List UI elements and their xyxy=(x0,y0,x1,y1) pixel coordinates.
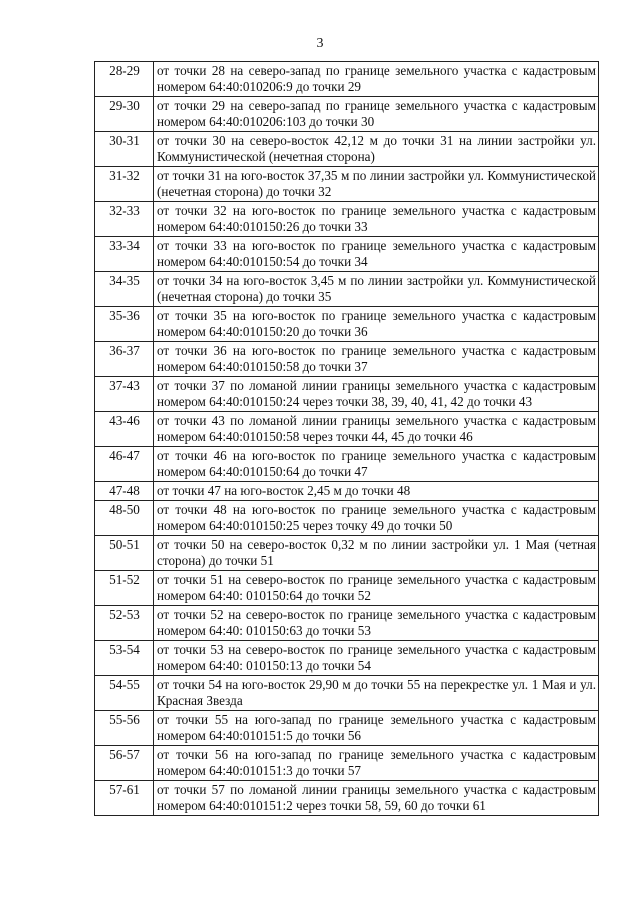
description-cell: от точки 56 на юго-запад по границе земельного участка с кадастровым номером 64:40:010151:3 до точки 57 xyxy=(154,746,599,781)
segment-cell: 46-47 xyxy=(95,447,154,482)
table-row xyxy=(95,606,599,641)
table-row xyxy=(95,62,599,97)
segment-cell: 52-53 xyxy=(95,606,154,641)
segment-cell: 29-30 xyxy=(95,97,154,132)
segment-cell: 50-51 xyxy=(95,536,154,571)
table-row xyxy=(95,447,599,482)
table-row xyxy=(95,237,599,272)
segment-cell: 37-43 xyxy=(95,377,154,412)
table-row xyxy=(95,307,599,342)
segment-cell: 48-50 xyxy=(95,501,154,536)
description-cell: от точки 43 по ломаной линии границы земельного участка с кадастровым номером 64:40:010150:58 через точки 44, 45 до точки 46 xyxy=(154,412,599,447)
description-cell: от точки 46 на юго-восток по границе земельного участка с кадастровым номером 64:40:010150:64 до точки 47 xyxy=(154,447,599,482)
description-cell: от точки 53 на северо-восток по границе земельного участка с кадастровым номером 64:40: 010150:13 до точки 54 xyxy=(154,641,599,676)
segment-cell: 33-34 xyxy=(95,237,154,272)
segment-cell: 43-46 xyxy=(95,412,154,447)
segment-cell: 30-31 xyxy=(95,132,154,167)
description-cell: от точки 36 на юго-восток по границе земельного участка с кадастровым номером 64:40:010150:58 до точки 37 xyxy=(154,342,599,377)
boundary-description-table xyxy=(94,61,599,816)
table-row xyxy=(95,711,599,746)
table-row xyxy=(95,536,599,571)
segment-cell: 47-48 xyxy=(95,482,154,501)
description-cell: от точки 33 на юго-восток по границе земельного участка с кадастровым номером 64:40:010150:54 до точки 34 xyxy=(154,237,599,272)
table-row xyxy=(95,272,599,307)
description-cell: от точки 34 на юго-восток 3,45 м по линии застройки ул. Коммунистической (нечетная сторона) до точки 35 xyxy=(154,272,599,307)
table-row xyxy=(95,676,599,711)
table-row xyxy=(95,97,599,132)
segment-cell: 55-56 xyxy=(95,711,154,746)
description-cell: от точки 52 на северо-восток по границе земельного участка с кадастровым номером 64:40: 010150:63 до точки 53 xyxy=(154,606,599,641)
description-cell: от точки 51 на северо-восток по границе земельного участка с кадастровым номером 64:40: 010150:64 до точки 52 xyxy=(154,571,599,606)
table-row xyxy=(95,746,599,781)
segment-cell: 32-33 xyxy=(95,202,154,237)
segment-cell: 51-52 xyxy=(95,571,154,606)
table-row xyxy=(95,132,599,167)
table-row xyxy=(95,571,599,606)
segment-cell: 28-29 xyxy=(95,62,154,97)
table-row xyxy=(95,377,599,412)
segment-cell: 53-54 xyxy=(95,641,154,676)
table-row xyxy=(95,342,599,377)
segment-cell: 54-55 xyxy=(95,676,154,711)
segment-cell: 56-57 xyxy=(95,746,154,781)
table-row xyxy=(95,641,599,676)
description-cell: от точки 57 по ломаной линии границы земельного участка с кадастровым номером 64:40:010151:2 через точки 58, 59, 60 до точки 61 xyxy=(154,781,599,816)
description-cell: от точки 31 на юго-восток 37,35 м по линии застройки ул. Коммунистической (нечетная сторона) до точки 32 xyxy=(154,167,599,202)
description-cell: от точки 35 на юго-восток по границе земельного участка с кадастровым номером 64:40:010150:20 до точки 36 xyxy=(154,307,599,342)
description-cell: от точки 30 на северо-восток 42,12 м до точки 31 на линии застройки ул. Коммунистической (нечетная сторона) xyxy=(154,132,599,167)
segment-cell: 35-36 xyxy=(95,307,154,342)
table-row xyxy=(95,167,599,202)
description-cell: от точки 50 на северо-восток 0,32 м по линии застройки ул. 1 Мая (четная сторона) до точки 51 xyxy=(154,536,599,571)
segment-cell: 31-32 xyxy=(95,167,154,202)
description-cell: от точки 29 на северо-запад по границе земельного участка с кадастровым номером 64:40:010206:103 до точки 30 xyxy=(154,97,599,132)
description-cell: от точки 28 на северо-запад по границе земельного участка с кадастровым номером 64:40:010206:9 до точки 29 xyxy=(154,62,599,97)
segment-cell: 36-37 xyxy=(95,342,154,377)
description-cell: от точки 48 на юго-восток по границе земельного участка с кадастровым номером 64:40:010150:25 через точку 49 до точки 50 xyxy=(154,501,599,536)
description-cell: от точки 37 по ломаной линии границы земельного участка с кадастровым номером 64:40:010150:24 через точки 38, 39, 40, 41, 42 до точки 43 xyxy=(154,377,599,412)
description-cell: от точки 54 на юго-восток 29,90 м до точки 55 на перекрестке ул. 1 Мая и ул. Красная Звезда xyxy=(154,676,599,711)
description-cell: от точки 47 на юго-восток 2,45 м до точки 48 xyxy=(154,482,599,501)
page-number: 3 xyxy=(316,36,324,51)
table-row xyxy=(95,501,599,536)
table-row xyxy=(95,482,599,501)
table-body xyxy=(95,62,599,816)
segment-cell: 34-35 xyxy=(95,272,154,307)
table-row xyxy=(95,781,599,816)
description-cell: от точки 32 на юго-восток по границе земельного участка с кадастровым номером 64:40:010150:26 до точки 33 xyxy=(154,202,599,237)
segment-cell: 57-61 xyxy=(95,781,154,816)
description-cell: от точки 55 на юго-запад по границе земельного участка с кадастровым номером 64:40:010151:5 до точки 56 xyxy=(154,711,599,746)
table-row xyxy=(95,202,599,237)
table-row xyxy=(95,412,599,447)
